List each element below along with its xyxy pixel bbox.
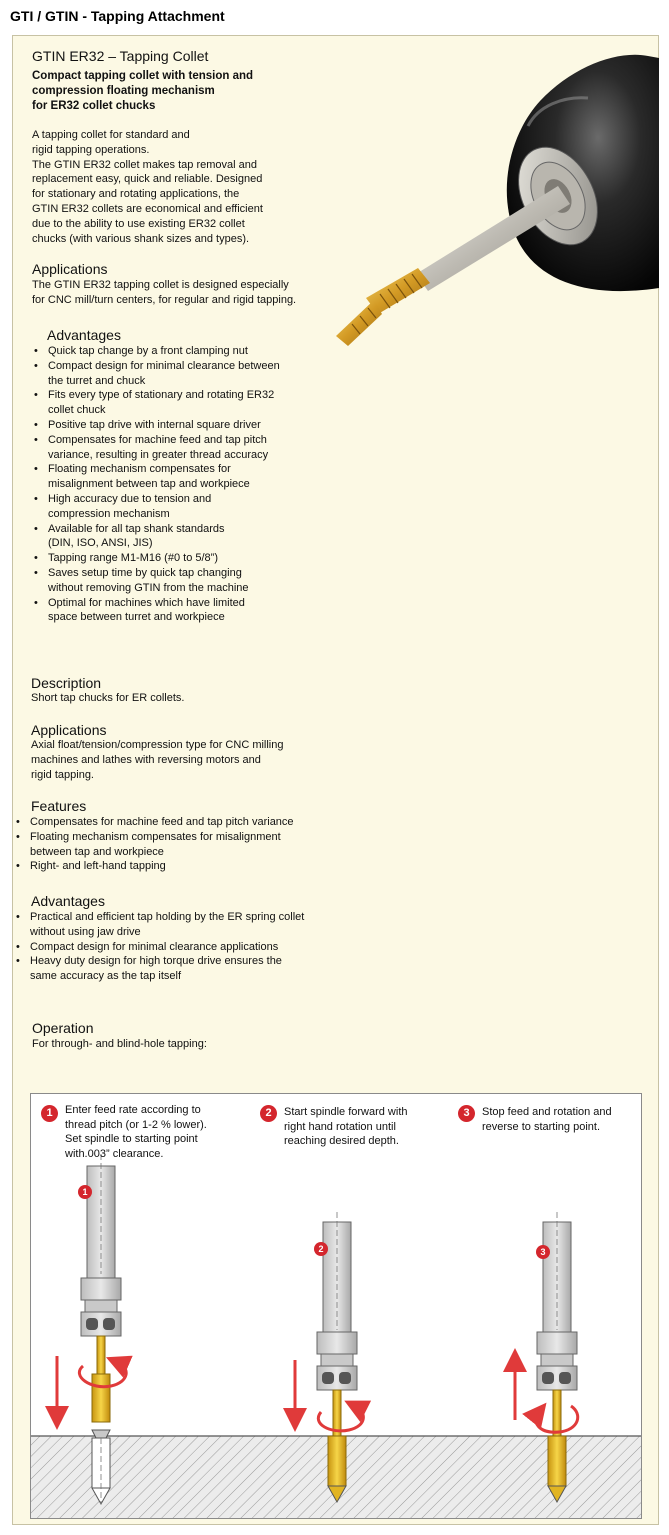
- collet-title: GTIN ER32 – Tapping Collet: [32, 48, 209, 64]
- gti-advantages-heading: Advantages: [31, 893, 105, 909]
- list-item: • Compact design for minimal clearance between the turret and chuck: [33, 359, 333, 389]
- gti-features-heading: Features: [31, 798, 87, 814]
- list-item: • Practical and efficient tap holding by the ER spring collet without using jaw drive: [15, 910, 355, 940]
- step-1-marker: 1: [78, 1185, 92, 1199]
- collet-advantages-list: [33, 344, 333, 625]
- gti-description-heading: Description: [31, 675, 102, 691]
- operation-heading: Operation: [32, 1020, 94, 1036]
- collet-applications-heading: Applications: [32, 261, 108, 277]
- list-item: • Quick tap change by a front clamping nut: [33, 344, 333, 359]
- step-1-text: Enter feed rate according to thread pitch (or 1-2 % lower). Set spindle to starting point with.003” clearance.: [65, 1104, 207, 1160]
- gti-features-list: [15, 815, 345, 874]
- list-item: • Saves setup time by quick tap changing without removing GTIN from the machine: [33, 566, 333, 596]
- list-item: • Tapping range M1-M16 (#0 to 5/8”): [33, 551, 333, 566]
- list-item: • Optimal for machines which have limited space between turret and workpiece: [33, 596, 333, 626]
- gti-description-text: Short tap chucks for ER collets.: [31, 692, 185, 704]
- list-item: • Positive tap drive with internal square driver: [33, 418, 333, 433]
- step-3-badge: 3: [458, 1105, 475, 1122]
- list-item: • Compensates for machine feed and tap pitch variance: [15, 815, 345, 830]
- gti-advantages-list: [15, 910, 355, 984]
- list-item: • Floating mechanism compensates for misalignment between tap and workpiece: [15, 830, 345, 860]
- step-3-marker: 3: [536, 1245, 550, 1259]
- tapping-collet-photo: [318, 36, 659, 356]
- operation-diagram-box: [30, 1093, 642, 1519]
- collet-subtitle: Compact tapping collet with tension and compression floating mechanism for ER32 collet chucks: [32, 70, 254, 112]
- gti-applications-text: Axial float/tension/compression type for CNC milling machines and lathes with reversing motors and rigid tapping.: [31, 739, 284, 781]
- step-2-text: Start spindle forward with right hand rotation until reaching desired depth.: [284, 1106, 408, 1147]
- list-item: • Compensates for machine feed and tap pitch variance, resulting in greater thread accuracy: [33, 433, 333, 463]
- step-3-text: Stop feed and rotation and reverse to starting point.: [482, 1106, 612, 1133]
- list-item: • Fits every type of stationary and rotating ER32 collet chuck: [33, 388, 333, 418]
- operation-text: For through- and blind-hole tapping:: [32, 1038, 207, 1050]
- page-title: GTI / GTIN - Tapping Attachment: [10, 8, 225, 24]
- list-item: • High accuracy due to tension and compression mechanism: [33, 492, 333, 522]
- step-2-marker: 2: [314, 1242, 328, 1256]
- collet-intro: A tapping collet for standard and rigid tapping operations. The GTIN ER32 collet makes tap removal and replacement easy, quick and reliable. Designed for stationary and rotating applications, the GTIN ER32 collets are economical and efficient due to the ability to use existing ER32 collet chucks (with various shank sizes and types).: [32, 129, 263, 245]
- step-1-badge: 1: [41, 1105, 58, 1122]
- collet-applications-text: The GTIN ER32 tapping collet is designed especially for CNC mill/turn centers, for regular and rigid tapping.: [32, 279, 297, 306]
- list-item: • Floating mechanism compensates for misalignment between tap and workpiece: [33, 462, 333, 492]
- collet-advantages-heading: Advantages: [47, 327, 121, 343]
- step-2-badge: 2: [260, 1105, 277, 1122]
- list-item: • Right- and left-hand tapping: [15, 859, 345, 874]
- list-item: • Compact design for minimal clearance applications: [15, 940, 355, 955]
- list-item: • Heavy duty design for high torque drive ensures the same accuracy as the tap itself: [15, 954, 355, 984]
- gti-applications-heading: Applications: [31, 722, 107, 738]
- list-item: • Available for all tap shank standards (DIN, ISO, ANSI, JIS): [33, 522, 333, 552]
